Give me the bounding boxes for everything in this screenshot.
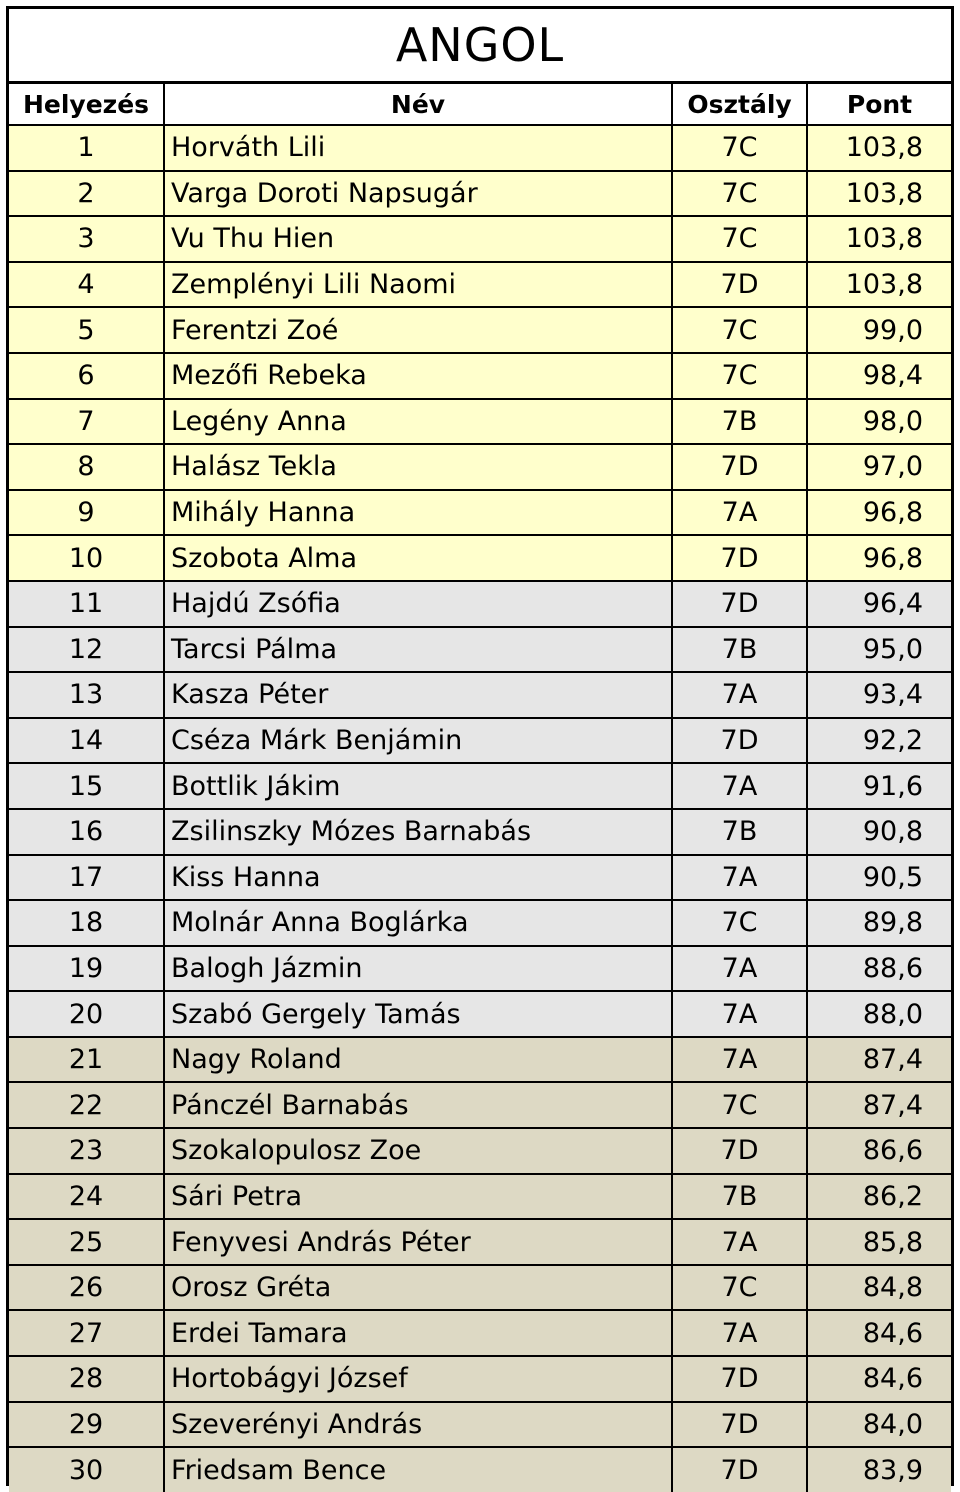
name-cell: Ferentzi Zoé <box>164 307 672 353</box>
table-row <box>9 535 951 581</box>
name-cell: Mezőfi Rebeka <box>164 353 672 399</box>
header-points: Pont <box>807 84 951 125</box>
rank-cell: 17 <box>9 855 164 901</box>
rank-cell: 14 <box>9 718 164 764</box>
rank-cell: 8 <box>9 444 164 490</box>
class-cell: 7A <box>672 672 807 718</box>
points-cell: 99,0 <box>807 307 951 353</box>
points-cell: 88,6 <box>807 946 951 992</box>
table-row <box>9 991 951 1037</box>
points-cell: 103,8 <box>807 216 951 262</box>
table-row <box>9 216 951 262</box>
rank-cell: 27 <box>9 1310 164 1356</box>
table-row <box>9 855 951 901</box>
table-row <box>9 1174 951 1220</box>
name-cell: Fenyvesi András Péter <box>164 1219 672 1265</box>
points-cell: 90,8 <box>807 809 951 855</box>
rank-cell: 3 <box>9 216 164 262</box>
name-cell: Hajdú Zsófia <box>164 581 672 627</box>
name-cell: Tarcsi Pálma <box>164 627 672 673</box>
points-cell: 84,8 <box>807 1265 951 1311</box>
table-row <box>9 262 951 308</box>
class-cell: 7A <box>672 991 807 1037</box>
class-cell: 7C <box>672 1082 807 1128</box>
class-cell: 7B <box>672 627 807 673</box>
name-cell: Sári Petra <box>164 1174 672 1220</box>
name-cell: Legény Anna <box>164 399 672 445</box>
rank-cell: 19 <box>9 946 164 992</box>
table-row <box>9 627 951 673</box>
class-cell: 7A <box>672 1037 807 1083</box>
rank-cell: 9 <box>9 490 164 536</box>
table-row <box>9 809 951 855</box>
name-cell: Kasza Péter <box>164 672 672 718</box>
rank-cell: 30 <box>9 1447 164 1492</box>
points-cell: 98,0 <box>807 399 951 445</box>
class-cell: 7C <box>672 307 807 353</box>
rank-cell: 18 <box>9 900 164 946</box>
class-cell: 7B <box>672 1174 807 1220</box>
rank-cell: 24 <box>9 1174 164 1220</box>
rank-cell: 26 <box>9 1265 164 1311</box>
table-row <box>9 444 951 490</box>
name-cell: Horváth Lili <box>164 125 672 171</box>
points-cell: 85,8 <box>807 1219 951 1265</box>
class-cell: 7B <box>672 809 807 855</box>
rank-cell: 29 <box>9 1402 164 1448</box>
class-cell: 7C <box>672 353 807 399</box>
class-cell: 7A <box>672 490 807 536</box>
rank-cell: 28 <box>9 1356 164 1402</box>
name-cell: Kiss Hanna <box>164 855 672 901</box>
rank-cell: 23 <box>9 1128 164 1174</box>
table-row <box>9 490 951 536</box>
class-cell: 7A <box>672 1310 807 1356</box>
table-row <box>9 718 951 764</box>
points-cell: 84,0 <box>807 1402 951 1448</box>
points-cell: 93,4 <box>807 672 951 718</box>
table-row <box>9 1128 951 1174</box>
table-row <box>9 399 951 445</box>
rank-cell: 21 <box>9 1037 164 1083</box>
results-table <box>9 84 951 1492</box>
points-cell: 87,4 <box>807 1082 951 1128</box>
rank-cell: 4 <box>9 262 164 308</box>
page-title: ANGOL <box>9 9 951 84</box>
name-cell: Erdei Tamara <box>164 1310 672 1356</box>
table-row <box>9 353 951 399</box>
points-cell: 96,8 <box>807 490 951 536</box>
points-cell: 84,6 <box>807 1356 951 1402</box>
points-cell: 88,0 <box>807 991 951 1037</box>
points-cell: 103,8 <box>807 171 951 217</box>
points-cell: 84,6 <box>807 1310 951 1356</box>
name-cell: Bottlik Jákim <box>164 763 672 809</box>
points-cell: 92,2 <box>807 718 951 764</box>
class-cell: 7C <box>672 1265 807 1311</box>
name-cell: Vu Thu Hien <box>164 216 672 262</box>
points-cell: 103,8 <box>807 125 951 171</box>
class-cell: 7D <box>672 1128 807 1174</box>
table-row <box>9 1219 951 1265</box>
rank-cell: 10 <box>9 535 164 581</box>
name-cell: Cséza Márk Benjámin <box>164 718 672 764</box>
name-cell: Szabó Gergely Tamás <box>164 991 672 1037</box>
rank-cell: 6 <box>9 353 164 399</box>
rank-cell: 13 <box>9 672 164 718</box>
class-cell: 7C <box>672 125 807 171</box>
class-cell: 7D <box>672 1356 807 1402</box>
table-row <box>9 1310 951 1356</box>
rank-cell: 11 <box>9 581 164 627</box>
class-cell: 7B <box>672 399 807 445</box>
table-row <box>9 1356 951 1402</box>
points-cell: 90,5 <box>807 855 951 901</box>
points-cell: 91,6 <box>807 763 951 809</box>
table-row <box>9 672 951 718</box>
class-cell: 7D <box>672 718 807 764</box>
class-cell: 7A <box>672 763 807 809</box>
points-cell: 96,4 <box>807 581 951 627</box>
table-row <box>9 125 951 171</box>
table-row <box>9 171 951 217</box>
class-cell: 7A <box>672 946 807 992</box>
name-cell: Halász Tekla <box>164 444 672 490</box>
table-row <box>9 900 951 946</box>
class-cell: 7D <box>672 1402 807 1448</box>
rank-cell: 12 <box>9 627 164 673</box>
name-cell: Molnár Anna Boglárka <box>164 900 672 946</box>
rank-cell: 2 <box>9 171 164 217</box>
rank-cell: 22 <box>9 1082 164 1128</box>
header-class: Osztály <box>672 84 807 125</box>
name-cell: Balogh Jázmin <box>164 946 672 992</box>
points-cell: 87,4 <box>807 1037 951 1083</box>
class-cell: 7D <box>672 444 807 490</box>
rank-cell: 7 <box>9 399 164 445</box>
table-row <box>9 946 951 992</box>
class-cell: 7C <box>672 171 807 217</box>
rank-cell: 1 <box>9 125 164 171</box>
points-cell: 103,8 <box>807 262 951 308</box>
table-row <box>9 1447 951 1492</box>
name-cell: Zsilinszky Mózes Barnabás <box>164 809 672 855</box>
class-cell: 7D <box>672 581 807 627</box>
name-cell: Orosz Gréta <box>164 1265 672 1311</box>
header-name: Név <box>164 84 672 125</box>
name-cell: Szeverényi András <box>164 1402 672 1448</box>
name-cell: Friedsam Bence <box>164 1447 672 1492</box>
name-cell: Szobota Alma <box>164 535 672 581</box>
table-header-row <box>9 84 951 125</box>
points-cell: 98,4 <box>807 353 951 399</box>
class-cell: 7A <box>672 1219 807 1265</box>
results-sheet <box>6 6 954 1486</box>
name-cell: Hortobágyi József <box>164 1356 672 1402</box>
points-cell: 83,9 <box>807 1447 951 1492</box>
table-row <box>9 763 951 809</box>
rank-cell: 5 <box>9 307 164 353</box>
table-body <box>9 125 951 1492</box>
name-cell: Mihály Hanna <box>164 490 672 536</box>
points-cell: 97,0 <box>807 444 951 490</box>
name-cell: Nagy Roland <box>164 1037 672 1083</box>
class-cell: 7D <box>672 535 807 581</box>
table-row <box>9 1402 951 1448</box>
name-cell: Varga Doroti Napsugár <box>164 171 672 217</box>
name-cell: Pánczél Barnabás <box>164 1082 672 1128</box>
class-cell: 7C <box>672 900 807 946</box>
table-row <box>9 581 951 627</box>
table-row <box>9 1265 951 1311</box>
points-cell: 86,6 <box>807 1128 951 1174</box>
name-cell: Zemplényi Lili Naomi <box>164 262 672 308</box>
rank-cell: 16 <box>9 809 164 855</box>
class-cell: 7D <box>672 1447 807 1492</box>
header-rank: Helyezés <box>9 84 164 125</box>
table-row <box>9 1037 951 1083</box>
table-row <box>9 1082 951 1128</box>
rank-cell: 15 <box>9 763 164 809</box>
points-cell: 86,2 <box>807 1174 951 1220</box>
class-cell: 7D <box>672 262 807 308</box>
class-cell: 7C <box>672 216 807 262</box>
table-row <box>9 307 951 353</box>
points-cell: 96,8 <box>807 535 951 581</box>
class-cell: 7A <box>672 855 807 901</box>
points-cell: 89,8 <box>807 900 951 946</box>
name-cell: Szokalopulosz Zoe <box>164 1128 672 1174</box>
rank-cell: 25 <box>9 1219 164 1265</box>
points-cell: 95,0 <box>807 627 951 673</box>
rank-cell: 20 <box>9 991 164 1037</box>
